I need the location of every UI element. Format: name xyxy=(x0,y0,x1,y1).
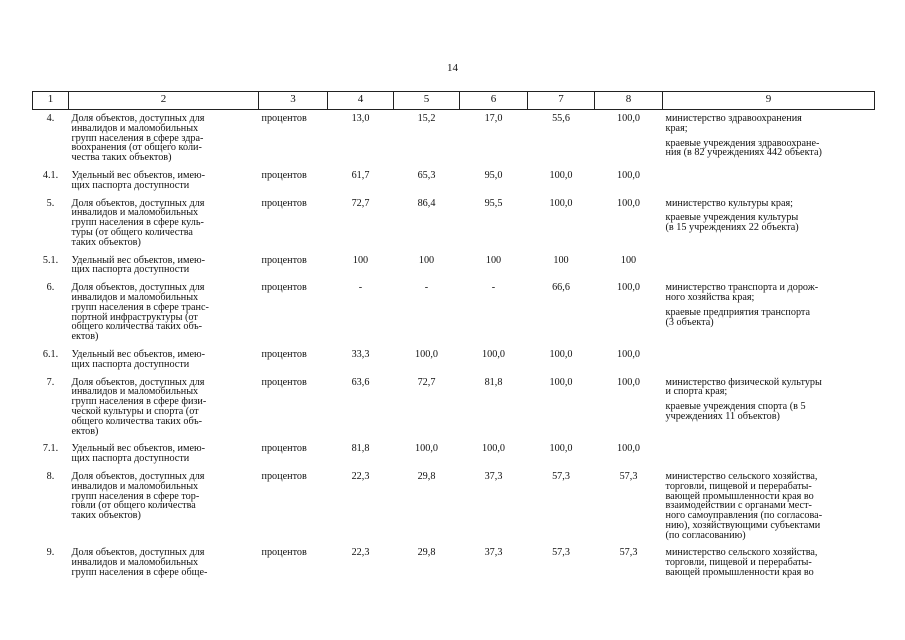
responsible-cell xyxy=(663,110,875,167)
header-cell: 1 xyxy=(33,92,69,110)
value-cell: 100 xyxy=(352,254,369,266)
table-row xyxy=(33,440,875,468)
responsible-cell xyxy=(663,167,875,195)
table-row xyxy=(33,252,875,280)
header-cell: 4 xyxy=(328,92,394,110)
responsible-cell xyxy=(663,374,875,441)
value-cell: 63,6 xyxy=(351,376,370,388)
unit-cell: процентов xyxy=(261,376,307,388)
unit-cell: процентов xyxy=(261,348,307,360)
page-number: 14 xyxy=(447,62,458,74)
table-row xyxy=(33,195,875,252)
unit-cell: процентов xyxy=(261,547,307,559)
responsible-note: министерство физической культуры и спорта края; xyxy=(665,376,822,398)
indicator-name: Доля объектов, доступных для инвалидов и маломобильных групп населения в сфере транс- портной инфраструктуры (от общего количества таких объ- ектов) xyxy=(71,282,209,343)
value-cell: 57,3 xyxy=(552,470,570,482)
indicator-name: Доля объектов, доступных для инвалидов и маломобильных групп населения в сфере здра- воохранения (от общего коли- чества таких объектов) xyxy=(71,113,205,164)
header-cell: 9 xyxy=(663,92,875,110)
value-cell: 57,3 xyxy=(619,470,638,482)
responsible-note: краевые учреждения культуры (в 15 учреждениях 22 объекта) xyxy=(665,212,799,234)
responsible-cell xyxy=(663,346,875,374)
row-number: 7.1. xyxy=(42,443,59,455)
indicator-name: Удельный вес объектов, имею- щих паспорта доступности xyxy=(71,443,205,465)
value-cell: 100,0 xyxy=(617,443,640,455)
table-row xyxy=(33,374,875,441)
value-cell: 100,0 xyxy=(549,376,573,388)
table-row xyxy=(33,110,875,167)
unit-cell: процентов xyxy=(261,443,307,455)
header-cell: 3 xyxy=(259,92,328,110)
value-cell: 22,3 xyxy=(351,470,370,482)
value-cell: - xyxy=(358,282,363,294)
header-cell: 5 xyxy=(394,92,460,110)
table-row xyxy=(33,468,875,545)
responsible-note: министерство здравоохранения края; xyxy=(665,113,802,134)
value-cell: 22,3 xyxy=(351,547,370,559)
value-cell: - xyxy=(424,282,429,294)
value-cell: 100,0 xyxy=(617,169,640,181)
value-cell: 95,5 xyxy=(484,197,503,209)
value-cell: 17,0 xyxy=(484,113,503,124)
value-cell: 95,0 xyxy=(484,169,503,181)
value-cell: 100,0 xyxy=(617,197,640,209)
row-number: 5.1. xyxy=(42,254,59,266)
indicator-name: Доля объектов, доступных для инвалидов и маломобильных групп населения в сфере физи- ческой культуры и спорта (от общего количества таких объ- ектов) xyxy=(71,376,207,437)
row-number: 7. xyxy=(46,376,55,388)
table-body xyxy=(33,110,875,582)
value-cell: 55,6 xyxy=(552,113,570,124)
value-cell: 29,8 xyxy=(417,547,436,559)
responsible-note: министерство сельского хозяйства, торговли, пищевой и перерабаты- вающей промышленности края во взаимодействии с органами мест- ного самоуправления (по согласова- нию), хозяйствующими субъектами (по согласованию) xyxy=(665,470,823,541)
value-cell: 33,3 xyxy=(351,348,370,360)
responsible-note: краевые учреждения спорта (в 5 учреждениях 11 объектов) xyxy=(665,401,806,422)
responsible-cell xyxy=(663,195,875,252)
value-cell: 100,0 xyxy=(482,443,505,455)
header-cell: 6 xyxy=(460,92,528,110)
row-number: 8. xyxy=(46,470,55,482)
responsible-note: министерство транспорта и дорож- ного хозяйства края; xyxy=(665,282,819,303)
row-number: 4. xyxy=(46,113,55,124)
value-cell: 72,7 xyxy=(351,197,370,209)
value-cell: 13,0 xyxy=(351,113,370,124)
header-cell: 8 xyxy=(595,92,663,110)
value-cell: 65,3 xyxy=(417,169,436,181)
value-cell: 100,0 xyxy=(617,113,640,124)
value-cell: 66,6 xyxy=(552,282,570,294)
value-cell: 100 xyxy=(418,254,435,266)
table-row xyxy=(33,279,875,346)
row-number: 9. xyxy=(46,547,55,559)
value-cell: 100,0 xyxy=(617,282,640,294)
unit-cell: процентов xyxy=(261,282,307,294)
responsible-note: краевые учреждения здравоохране- ния (в 82 учреждениях 442 объекта) xyxy=(665,137,822,159)
table-row xyxy=(33,544,875,581)
value-cell: 81,8 xyxy=(351,443,370,455)
value-cell: 100 xyxy=(553,254,569,266)
responsible-cell xyxy=(663,544,875,581)
indicator-name: Доля объектов, доступных для инвалидов и маломобильных групп населения в сфере обще- xyxy=(71,547,208,579)
value-cell: 100,0 xyxy=(549,197,573,209)
unit-cell: процентов xyxy=(261,113,307,124)
unit-cell: процентов xyxy=(261,254,307,266)
unit-cell: процентов xyxy=(261,197,307,209)
value-cell: 100,0 xyxy=(549,443,573,455)
indicator-name: Удельный вес объектов, имею- щих паспорта доступности xyxy=(71,348,205,370)
indicator-name: Доля объектов, доступных для инвалидов и маломобильных групп населения в сфере тор- говли (от общего количества таких объектов) xyxy=(71,470,205,522)
value-cell: 57,3 xyxy=(619,547,638,559)
table-row xyxy=(33,346,875,374)
row-number: 5. xyxy=(46,197,55,209)
responsible-note: министерство сельского хозяйства, торговли, пищевой и перерабаты- вающей промышленности края во xyxy=(665,547,818,579)
indicator-name: Удельный вес объектов, имею- щих паспорта доступности xyxy=(71,169,205,191)
indicators-table xyxy=(32,91,875,582)
row-number: 6. xyxy=(46,282,55,294)
value-cell: 100,0 xyxy=(482,348,505,360)
responsible-cell xyxy=(663,440,875,468)
value-cell: 100 xyxy=(485,254,502,266)
value-cell: 100,0 xyxy=(549,169,573,181)
value-cell: 29,8 xyxy=(417,470,436,482)
responsible-note: министерство культуры края; xyxy=(665,197,794,209)
responsible-cell xyxy=(663,468,875,545)
responsible-cell xyxy=(663,252,875,280)
value-cell: 100,0 xyxy=(415,443,438,455)
value-cell: 57,3 xyxy=(552,547,570,559)
responsible-note: краевые предприятия транспорта (3 объекта) xyxy=(665,306,811,328)
header-cell: 2 xyxy=(69,92,259,110)
header-cell: 7 xyxy=(528,92,595,110)
indicator-name: Удельный вес объектов, имею- щих паспорта доступности xyxy=(71,254,205,276)
value-cell: 61,7 xyxy=(351,169,370,181)
responsible-cell xyxy=(663,279,875,346)
value-cell: 37,3 xyxy=(484,547,503,559)
value-cell: 86,4 xyxy=(417,197,436,209)
value-cell: 100 xyxy=(620,254,637,266)
value-cell: 81,8 xyxy=(484,376,503,388)
value-cell: 100,0 xyxy=(415,348,438,360)
unit-cell: процентов xyxy=(261,169,307,181)
unit-cell: процентов xyxy=(261,470,307,482)
value-cell: 100,0 xyxy=(617,376,640,388)
header-row xyxy=(33,92,875,110)
row-number: 4.1. xyxy=(42,169,59,181)
value-cell: 37,3 xyxy=(484,470,503,482)
value-cell: 100,0 xyxy=(549,348,573,360)
value-cell: 100,0 xyxy=(617,348,640,360)
value-cell: 72,7 xyxy=(417,376,436,388)
indicator-name: Доля объектов, доступных для инвалидов и маломобильных групп населения в сфере куль- туры (от общего количества таких объектов) xyxy=(71,197,205,248)
value-cell: - xyxy=(491,282,496,294)
row-number: 6.1. xyxy=(42,348,59,360)
value-cell: 15,2 xyxy=(417,113,436,124)
table-row xyxy=(33,167,875,195)
